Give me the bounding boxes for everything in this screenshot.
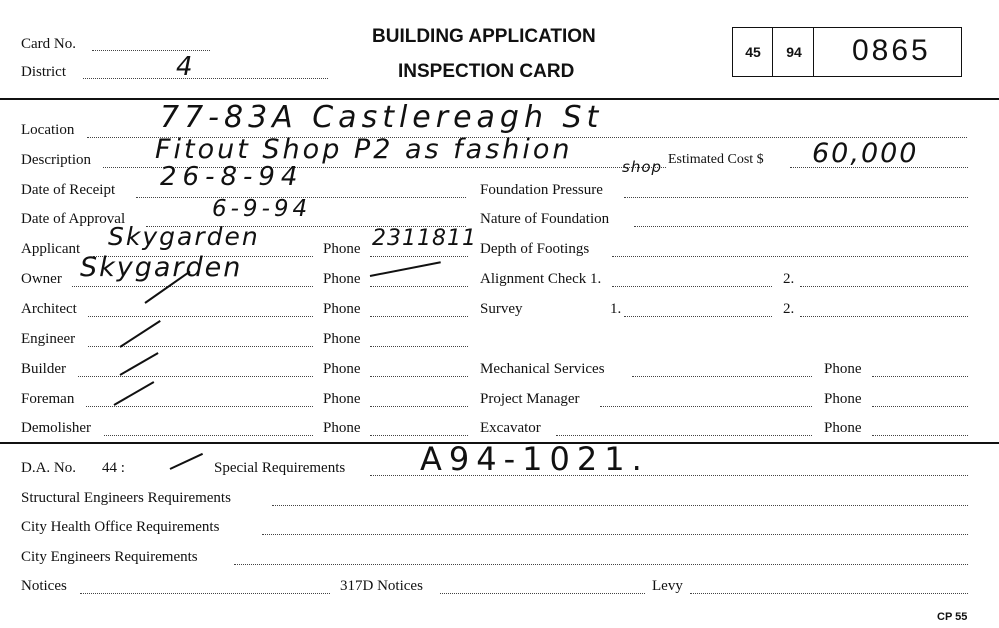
structural-engineers-field <box>272 505 968 506</box>
owner-field <box>72 286 313 287</box>
foreman-phone-field <box>370 406 468 407</box>
depth-footings-label: Depth of Footings <box>480 241 590 257</box>
mechanical-services-field <box>632 376 812 377</box>
engineer-phone-field <box>370 346 468 347</box>
applicant-phone-label: Phone <box>323 241 361 257</box>
form-code: CP 55 <box>937 611 968 623</box>
applicant-label: Applicant <box>21 241 81 257</box>
district-label: District <box>21 64 66 80</box>
owner-phone-field <box>370 286 468 287</box>
project-manager-phone-label: Phone <box>824 391 862 407</box>
form-title-line2: INSPECTION CARD <box>398 61 575 82</box>
applicant-phone-field <box>370 256 468 257</box>
date-receipt-label: Date of Receipt <box>21 182 116 198</box>
city-engineers-label: City Engineers Requirements <box>21 549 198 565</box>
card-no-field <box>92 50 210 51</box>
mechanical-phone-field <box>872 376 968 377</box>
foreman-field <box>86 406 313 407</box>
architect-phone-label: Phone <box>323 301 361 317</box>
form-title-line1: BUILDING APPLICATION <box>372 26 596 47</box>
survey-1-label: 1. <box>610 301 622 317</box>
builder-phone-field <box>370 376 468 377</box>
survey-field-1 <box>624 316 772 317</box>
foreman-label: Foreman <box>21 391 75 407</box>
demolisher-phone-label: Phone <box>323 420 361 436</box>
excavator-phone-label: Phone <box>824 420 862 436</box>
engineer-label: Engineer <box>21 331 76 347</box>
survey-label: Survey <box>480 301 523 317</box>
card-code-a: 45 <box>745 44 761 60</box>
levy-label: Levy <box>652 578 683 594</box>
city-engineers-field <box>234 564 968 565</box>
architect-label: Architect <box>21 301 77 317</box>
owner-label: Owner <box>21 271 62 287</box>
depth-footings-field <box>612 256 968 257</box>
description-value: Fitout Shop P2 as fashion <box>155 134 573 165</box>
project-manager-phone-field <box>872 406 968 407</box>
da-no-prefix: 44 : <box>102 460 125 476</box>
date-approval-value: 6-9-94 <box>212 196 312 222</box>
demolisher-field <box>104 435 313 436</box>
foreman-phone-label: Phone <box>323 391 361 407</box>
card-no-label: Card No. <box>21 36 76 52</box>
project-manager-label: Project Manager <box>480 391 580 407</box>
excavator-phone-field <box>872 435 968 436</box>
estimated-cost-value: 60,000 <box>812 138 919 169</box>
da-no-dash-mark <box>170 453 203 470</box>
alignment-check-2-label: 2. <box>783 271 795 287</box>
alignment-check-field-2 <box>800 286 968 287</box>
mechanical-phone-label: Phone <box>824 361 862 377</box>
excavator-label: Excavator <box>480 420 541 436</box>
engineer-dash-mark <box>119 320 160 348</box>
foreman-dash-mark <box>114 381 155 406</box>
location-label: Location <box>21 122 75 138</box>
owner-phone-dash-mark <box>370 261 441 277</box>
foundation-pressure-field <box>624 197 968 198</box>
builder-phone-label: Phone <box>323 361 361 377</box>
project-manager-field <box>600 406 812 407</box>
health-office-label: City Health Office Requirements <box>21 519 220 535</box>
nature-foundation-label: Nature of Foundation <box>480 211 610 227</box>
estimated-cost-label: Estimated Cost $ <box>668 152 764 167</box>
mechanical-services-label: Mechanical Services <box>480 361 605 377</box>
special-requirements-label: Special Requirements <box>214 460 346 476</box>
survey-2-label: 2. <box>783 301 795 317</box>
engineer-phone-label: Phone <box>323 331 361 347</box>
notices-field <box>80 593 330 594</box>
builder-label: Builder <box>21 361 66 377</box>
card-number: 0865 <box>852 34 931 67</box>
excavator-field <box>556 435 812 436</box>
nature-foundation-field <box>634 226 968 227</box>
demolisher-label: Demolisher <box>21 420 91 436</box>
alignment-check-field-1 <box>612 286 772 287</box>
architect-phone-field <box>370 316 468 317</box>
district-value: 4 <box>176 52 195 82</box>
notices-317d-label: 317D Notices <box>340 578 423 594</box>
structural-engineers-label: Structural Engineers Requirements <box>21 490 231 506</box>
description-extra: shop <box>622 158 663 176</box>
alignment-check-label: Alignment Check 1. <box>480 271 602 287</box>
applicant-value: Skygarden <box>108 222 260 251</box>
builder-dash-mark <box>120 352 159 376</box>
survey-field-2 <box>800 316 968 317</box>
notices-317d-field <box>440 593 645 594</box>
card-code-b: 94 <box>786 44 802 60</box>
demolisher-phone-field <box>370 435 468 436</box>
architect-field <box>88 316 313 317</box>
owner-phone-label: Phone <box>323 271 361 287</box>
owner-value: Skygarden <box>80 252 243 283</box>
da-no-label: D.A. No. <box>21 460 76 476</box>
builder-field <box>78 376 313 377</box>
levy-field <box>690 593 968 594</box>
date-receipt-value: 26-8-94 <box>160 162 304 192</box>
date-approval-label: Date of Approval <box>21 211 126 227</box>
location-value: 77-83A Castlereagh St <box>160 100 604 135</box>
notices-label: Notices <box>21 578 67 594</box>
health-office-field <box>262 534 968 535</box>
foundation-pressure-label: Foundation Pressure <box>480 182 603 198</box>
applicant-phone-value: 2311811 <box>372 226 477 251</box>
district-field <box>83 78 328 79</box>
special-requirements-value: A94-1021. <box>420 440 649 478</box>
description-label: Description <box>21 152 91 168</box>
